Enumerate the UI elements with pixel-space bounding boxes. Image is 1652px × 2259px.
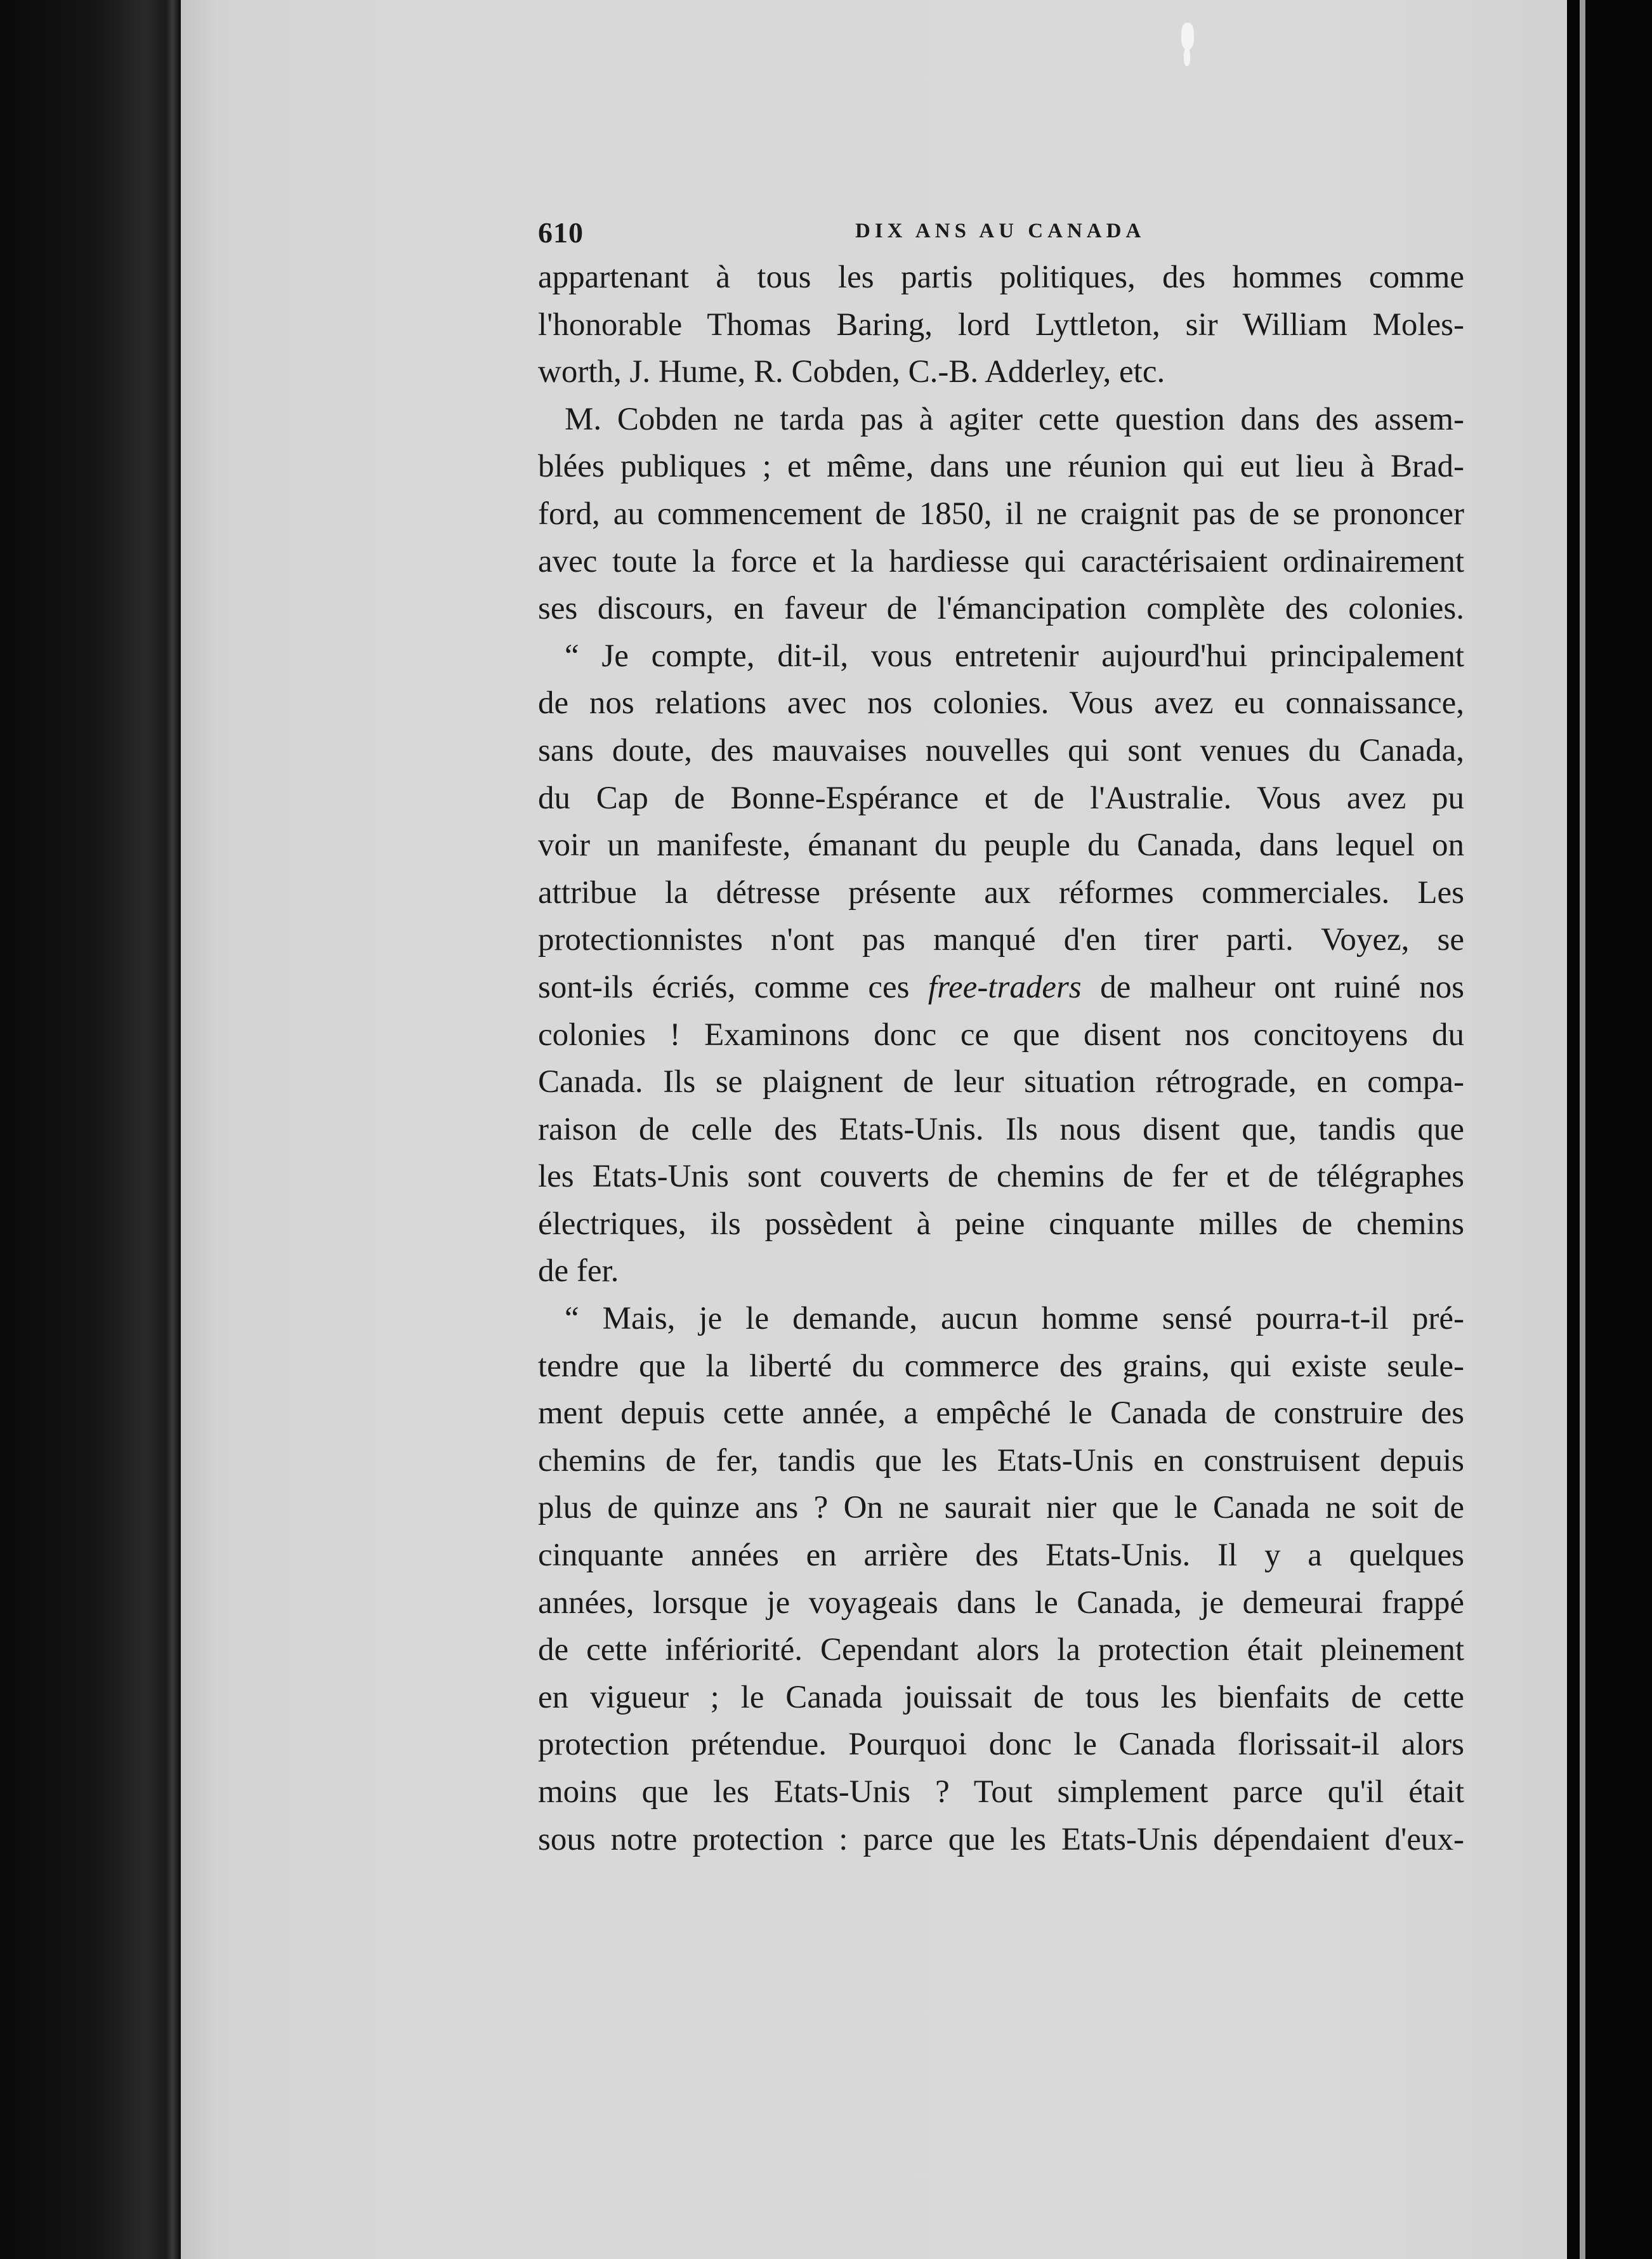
text-line: l'honorable Thomas Baring, lord Lyttleton, sir William Moles- xyxy=(538,306,1464,343)
text-line: worth, J. Hume, R. Cobden, C.-B. Adderley, etc. xyxy=(538,354,1165,390)
paragraph xyxy=(538,396,1464,633)
text-line: raison de celle des Etats-Unis. Ils nous disent que, tandis que xyxy=(538,1111,1464,1147)
text-line: “ Je compte, dit-il, vous entretenir aujourd'hui principalement xyxy=(565,638,1464,674)
text-line: protection prétendue. Pourquoi donc le Canada florissait-il alors xyxy=(538,1727,1464,1763)
text-line: colonies ! Examinons donc ce que disent nos concitoyens du xyxy=(538,1017,1464,1053)
text-line: M. Cobden ne tarda pas à agiter cette question dans des assem- xyxy=(565,401,1464,437)
text-line: appartenant à tous les partis politiques, des hommes comme xyxy=(538,260,1464,295)
text-line: attribue la détresse présente aux réformes commerciales. Les xyxy=(538,874,1464,911)
text-line: cinquante années en arrière des Etats-Unis. Il y a quelques xyxy=(538,1538,1464,1574)
running-head xyxy=(538,203,1464,254)
scan-left-border xyxy=(0,0,184,2259)
text-line: chemins de fer, tandis que les Etats-Unis en construisent depuis xyxy=(538,1442,1464,1479)
scan-speck xyxy=(1181,23,1194,49)
text-line: tendre que la liberté du commerce des grains, qui existe seule- xyxy=(538,1348,1464,1384)
text-line: de fer. xyxy=(538,1253,619,1289)
text-line: du Cap de Bonne-Espérance et de l'Australie. Vous avez pu xyxy=(538,780,1464,816)
text-line: sans doute, des mauvaises nouvelles qui sont venues du Canada, xyxy=(538,732,1464,768)
text-line: sous notre protection : parce que les Etats-Unis dépendaient d'eux- xyxy=(538,1821,1464,1857)
text-line-with-italic xyxy=(538,964,1464,1011)
paragraph xyxy=(538,1295,1464,1863)
text-line: Canada. Ils se plaignent de leur situation rétrograde, en compa- xyxy=(538,1064,1464,1100)
text-line: plus de quinze ans ? On ne saurait nier que le Canada ne soit de xyxy=(538,1490,1464,1526)
text-line: moins que les Etats-Unis ? Tout simplement parce qu'il était xyxy=(538,1774,1464,1810)
text-line: ford, au commencement de 1850, il ne craignit pas de se prononcer xyxy=(538,496,1464,532)
paragraph xyxy=(538,254,1464,396)
text-line: voir un manifeste, émanant du peuple du Canada, dans lequel on xyxy=(538,827,1464,864)
text-line: années, lorsque je voyageais dans le Canada, je demeurai frappé xyxy=(538,1584,1464,1621)
text-line: “ Mais, je le demande, aucun homme sensé pourra-t-il pré- xyxy=(565,1301,1464,1337)
text-line: en vigueur ; le Canada jouissait de tous les bienfaits de cette xyxy=(538,1679,1464,1715)
text-line: avec toute la force et la hardiesse qui caractérisaient ordinairement xyxy=(538,543,1464,579)
text-line: de nos relations avec nos colonies. Vous avez eu connaissance, xyxy=(538,685,1464,721)
text-fragment: sont-ils écriés, comme ces xyxy=(538,969,928,1005)
page-text xyxy=(538,203,1464,1863)
text-line: électriques, ils possèdent à peine cinquante milles de chemins xyxy=(538,1206,1464,1242)
text-line: de cette infériorité. Cependant alors la protection était pleinement xyxy=(538,1632,1464,1668)
text-fragment: de malheur ont ruiné nos xyxy=(1081,969,1464,1005)
italic-term: free-traders xyxy=(928,969,1082,1005)
scan-speck xyxy=(1184,48,1190,66)
text-line: protectionnistes n'ont pas manqué d'en tirer parti. Voyez, se xyxy=(538,922,1464,958)
text-line: ment depuis cette année, a empêché le Canada de construire des xyxy=(538,1395,1464,1432)
text-line: les Etats-Unis sont couverts de chemins de fer et de télégraphes xyxy=(538,1159,1464,1195)
scan-right-strip xyxy=(1580,0,1585,2259)
text-line: ses discours, en faveur de l'émancipation complète des colonies. xyxy=(538,591,1464,627)
text-line: blées publiques ; et même, dans une réunion qui eut lieu à Brad- xyxy=(538,449,1464,485)
paragraph xyxy=(538,633,1464,1295)
running-title: DIX ANS AU CANADA xyxy=(855,220,1146,242)
page-number: 610 xyxy=(538,216,584,249)
